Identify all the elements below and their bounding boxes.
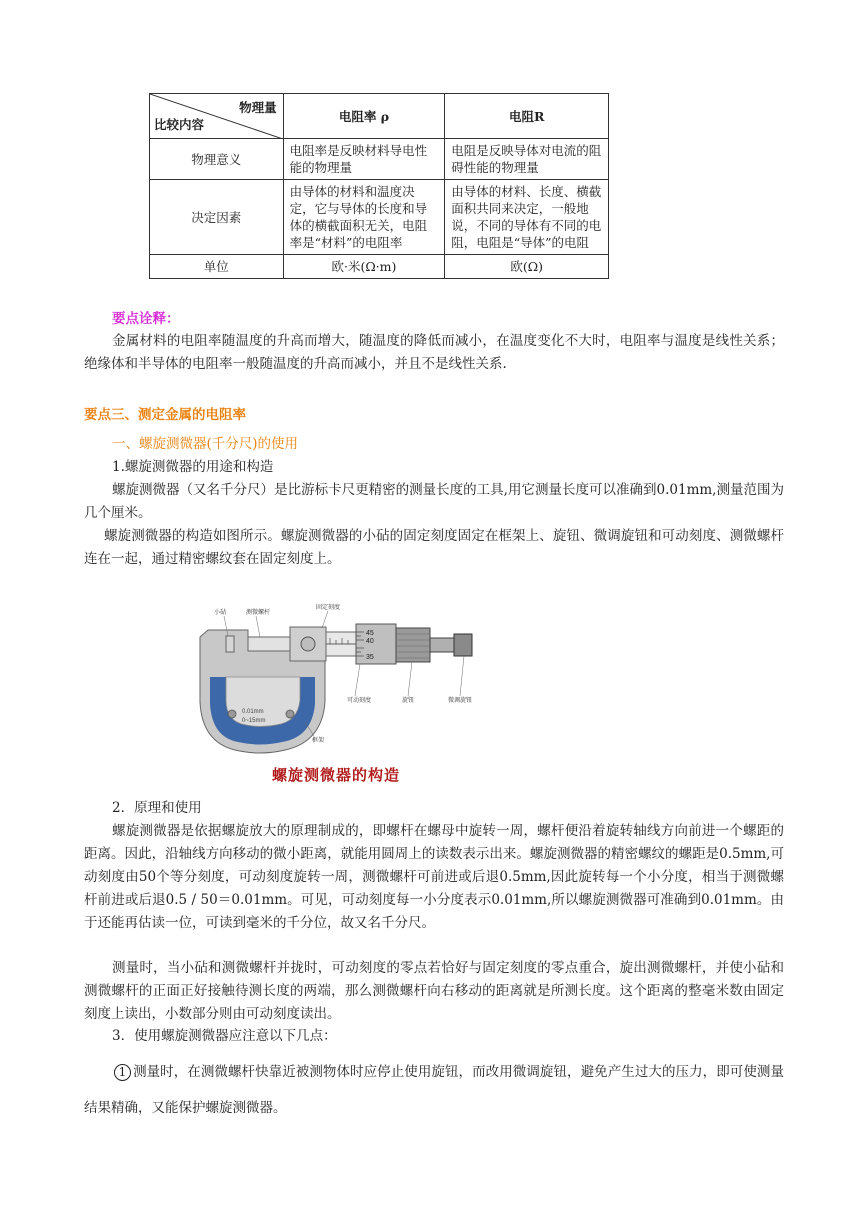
row-cell: 欧(Ω) (445, 255, 609, 279)
frame-screw-right (286, 710, 294, 718)
item-one-marker: 1 (114, 1064, 131, 1081)
paragraph-principle: 螺旋测微器是依据螺旋放大的原理制成的，即螺杆在螺母中旋转一周，螺杆便沿着旋转轴线方向前进一个螺距的距离。因此，沿轴线方向移动的微小距离，就能用圆周上的读数表示出来。螺旋测微器的精密螺纹的螺距是0.5mm,可动刻度由50个等分刻度，可动刻度旋转一周，测微螺杆可前进或后退0.5mm,因此旋转每一个小分度，相当于测微螺杆前进或后退0.5 / 50＝0.01mm。可见，可动刻度每一小分度表示0.01mm,所以螺旋测微器可准确到0.01mm。由于还能再估读一位，可读到毫米的千分位，故又名千分尺。 (84, 823, 784, 931)
item-one-text: 测量时，在测微螺杆快靠近被测物体时应停止使用旋钮，而改用微调旋钮，避免产生过大的压力，即可使测量结果精确，又能保护螺旋测微器。 (84, 1064, 784, 1116)
scale-label-45: 45 (366, 630, 374, 637)
scale-label-40: 40 (366, 638, 374, 645)
header-compare-label: 比较内容 (154, 117, 205, 132)
label-frame: 框架 (312, 738, 325, 744)
frame-text-precision: 0.01mm (242, 709, 264, 715)
scale-label-35: 35 (366, 654, 374, 661)
row-label: 决定因素 (150, 180, 284, 255)
note-paragraph: 金属材料的电阻率随温度的升高而增大，随温度的降低而减小，在温度变化不大时，电阻率与温度是线性关系；绝缘体和半导体的电阻率一般随温度的升高而减小，并且不是线性关系. (84, 333, 784, 372)
table-header-row (150, 94, 609, 139)
subsection-two-title: 2．原理和使用 (112, 800, 202, 816)
label-thimble: 可动刻度 (347, 698, 372, 704)
paragraph-purpose: 螺旋测微器（又名千分尺）是比游标卡尺更精密的测量长度的工具,用它测量长度可以准确到0.01mm,测量范围为几个厘米。 (84, 482, 784, 521)
section-three-title: 要点三、测定金属的电阻率 (84, 407, 246, 423)
row-cell: 由导体的材料和温度决定，它与导体的长度和导体的横截面积无关，电阻率是“材料”的电阻率 (283, 180, 445, 255)
frame-screw-left (228, 710, 236, 718)
label-ratchet: 微调旋钮 (448, 698, 473, 704)
figure-caption: 螺旋测微器的构造 (272, 766, 401, 784)
micrometer-figure (190, 592, 490, 787)
row-cell: 由导体的材料、长度、横截面积共同来决定，一般地说，不同的导体有不同的电阻，电阻是“导体”的电阻 (445, 180, 609, 255)
table-row (150, 180, 609, 255)
label-knob: 旋钮 (402, 698, 415, 704)
label-sleeve: 固定刻度 (316, 605, 341, 611)
ratchet (454, 634, 472, 656)
lock-lever (301, 637, 315, 651)
table-row (150, 255, 609, 279)
label-spindle: 测微螺杆 (246, 610, 271, 616)
paragraph-usage: 测量时，当小砧和测微螺杆并拢时，可动刻度的零点若恰好与固定刻度的零点重合，旋出测微螺杆，并使小砧和测微螺杆的正面正好接触待测长度的两端，那么测微螺杆向右移动的距离就是所测长度。这个距离的整毫米数由固定刻度上读出，小数部分则由可动刻度读出。 (84, 960, 784, 1022)
row-cell: 电阻率是反映材料导电性能的物理量 (283, 139, 445, 180)
table-row (150, 139, 609, 180)
row-cell: 欧·米(Ω·m) (283, 255, 445, 279)
subsection-three-title: 3．使用螺旋测微器应注意以下几点： (112, 1028, 337, 1044)
note-title: 要点诠释： (112, 311, 180, 327)
header-quantity-label: 物理量 (239, 100, 277, 115)
anvil (226, 636, 234, 652)
table-diagonal-header (150, 94, 284, 139)
header-resistivity: 电阻率 ρ (283, 94, 445, 139)
label-anvil: 小砧 (214, 610, 227, 616)
frame-text-range: 0~15mm (242, 718, 266, 724)
row-label: 物理意义 (150, 139, 284, 180)
row-label: 单位 (150, 255, 284, 279)
thimble (356, 624, 396, 664)
knob (396, 628, 430, 662)
paragraph-structure: 螺旋测微器的构造如图所示。螺旋测微器的小砧的固定刻度固定在框架上、旋钮、微调旋钮和可动刻度、测微螺杆连在一起，通过精密螺纹套在固定刻度上。 (84, 528, 784, 567)
subsection-one-one: 1.螺旋测微器的用途和构造 (112, 459, 274, 475)
item-one (84, 1054, 784, 1126)
header-resistance: 电阻R (445, 94, 609, 139)
comparison-table (149, 93, 609, 279)
neck (430, 638, 454, 652)
row-cell: 电阻是反映导体对电流的阻碍性能的物理量 (445, 139, 609, 180)
subsection-one-title: 一、螺旋测微器(千分尺)的使用 (112, 436, 299, 452)
